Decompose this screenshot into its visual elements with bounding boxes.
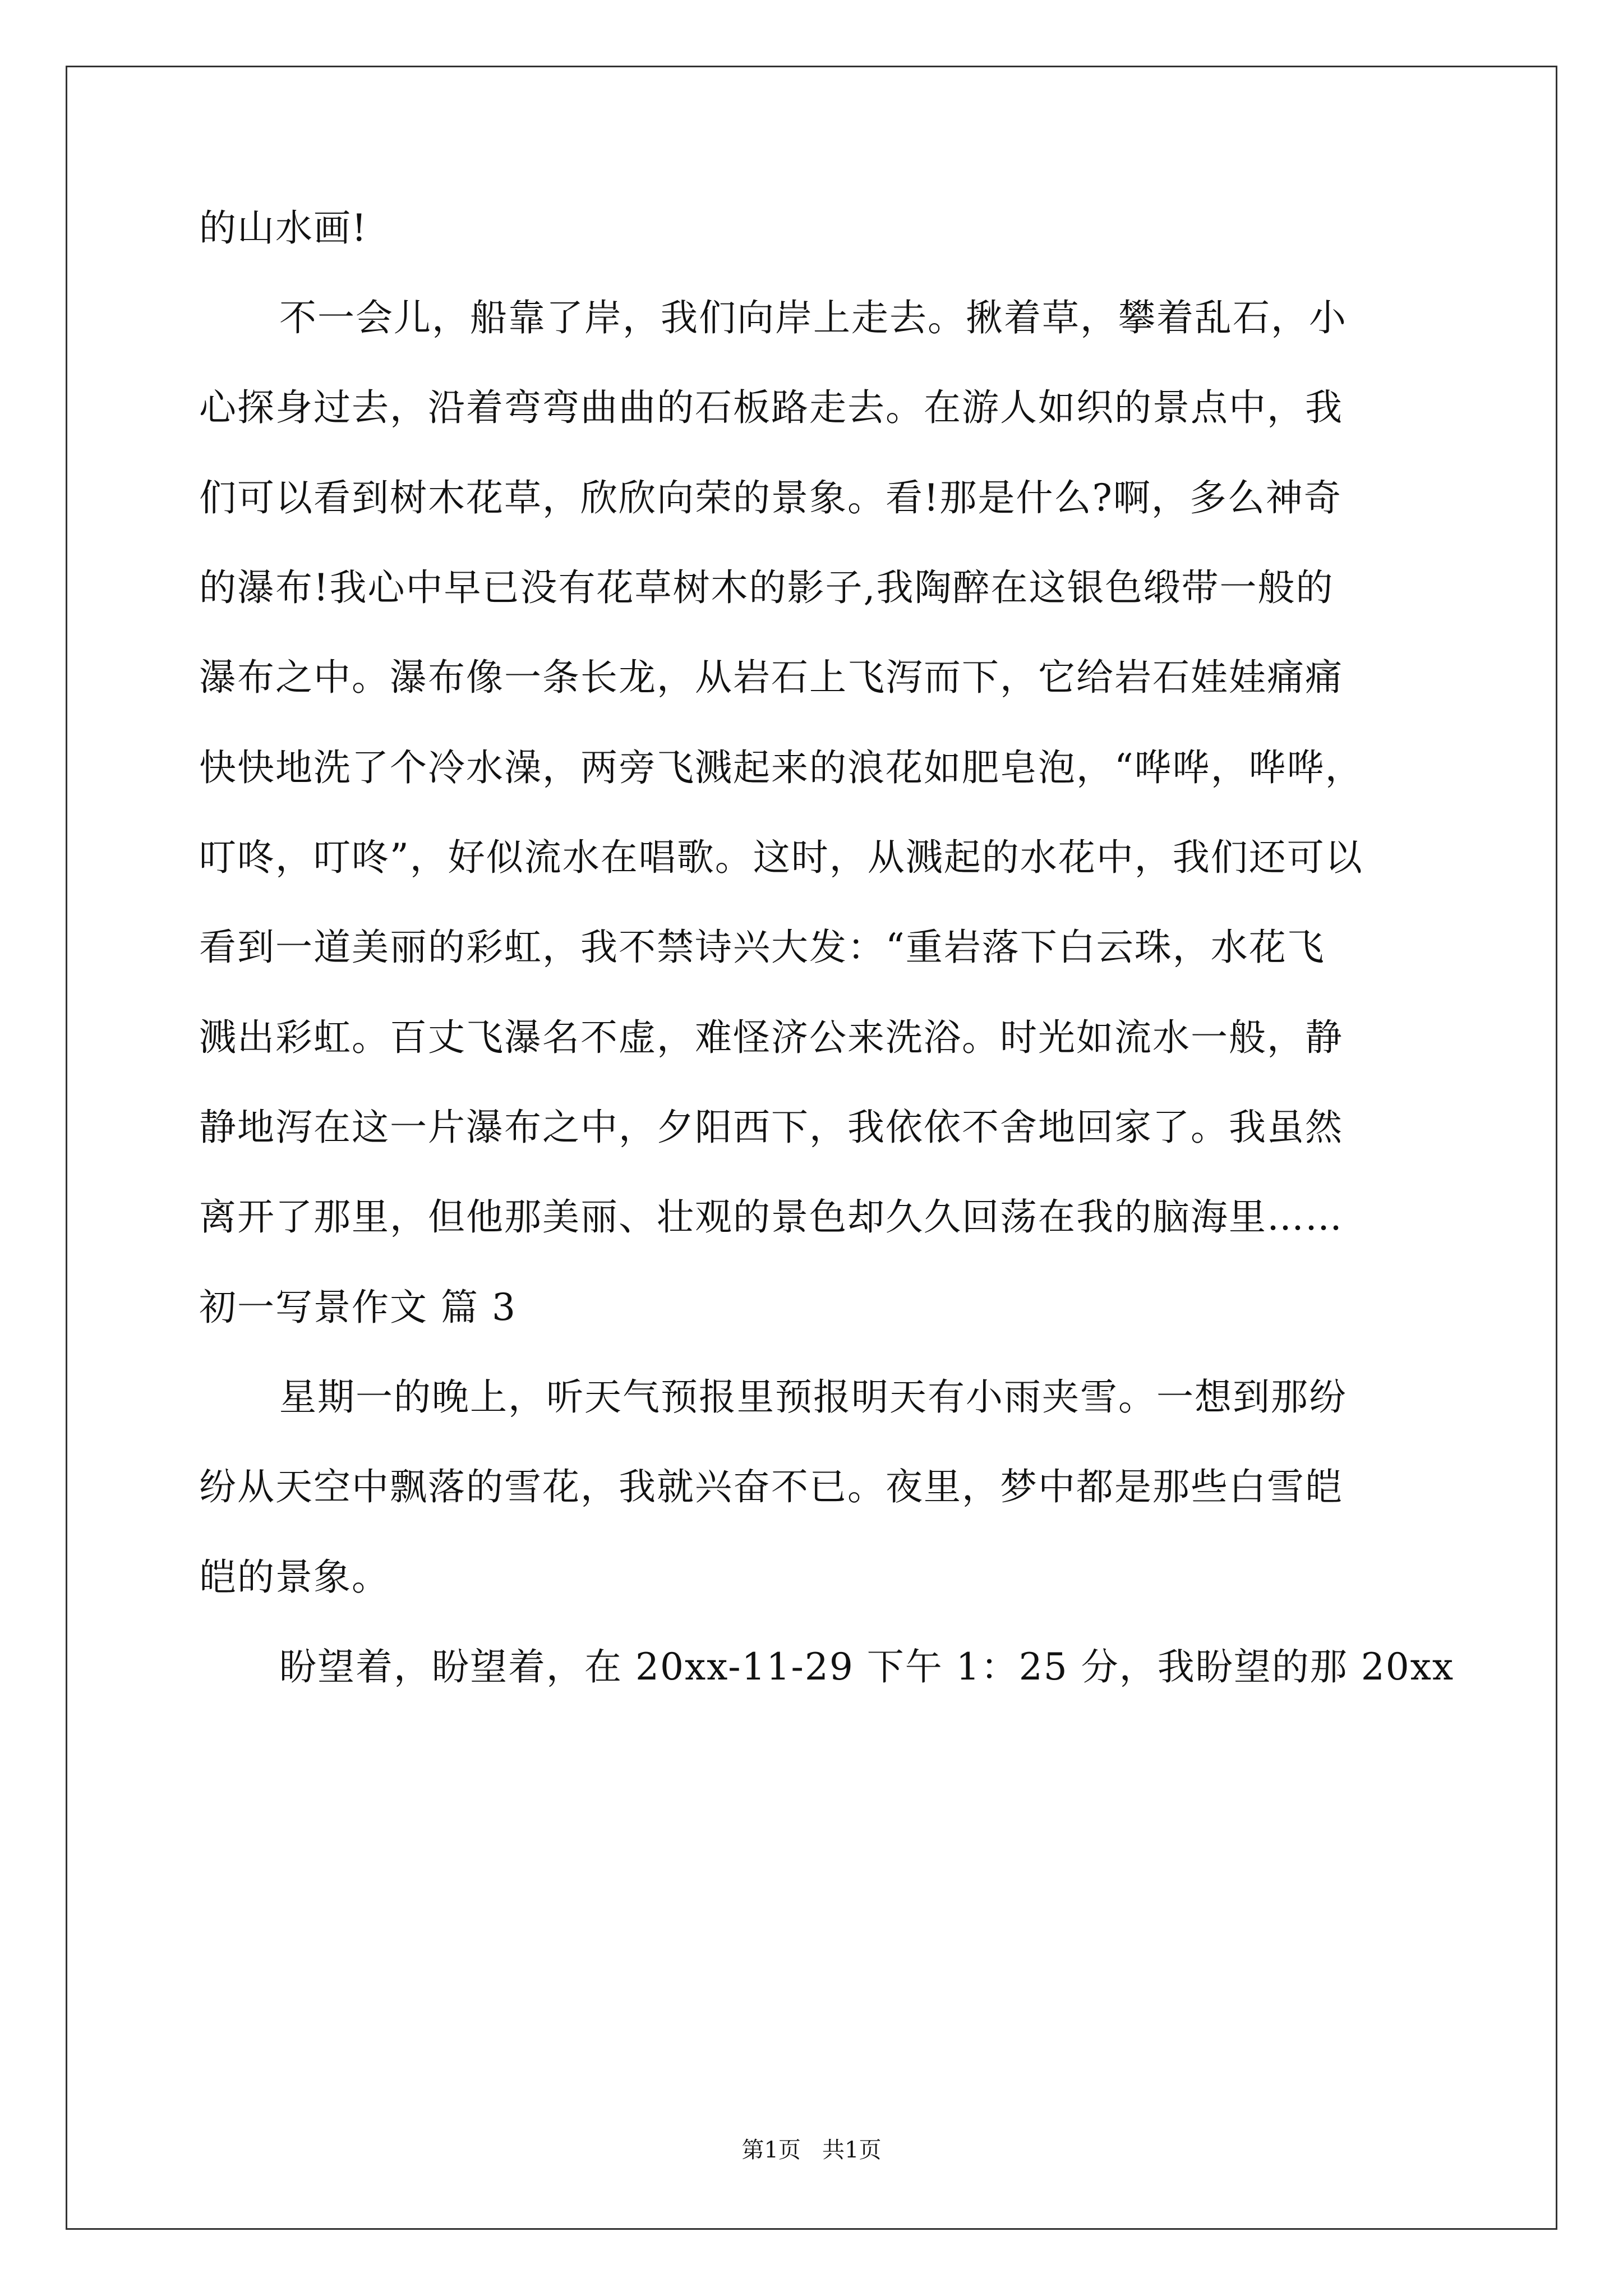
text-line-8: 叮咚，叮咚”，好似流水在唱歌。这时，从溅起的水花中，我们还可以 — [199, 836, 1363, 879]
text-line-17: 盼望着，盼望着，在 20xx-11-29 下午 1：25 分，我盼望的那 20xx — [279, 1645, 1455, 1688]
text-line-11: 静地泻在这一片瀑布之中，夕阳西下，我依依不舍地回家了。我虽然 — [199, 1106, 1343, 1149]
text-line-14: 星期一的晚上，听天气预报里预报明天有小雨夹雪。一想到那纷 — [279, 1375, 1347, 1419]
text-line-4: 们可以看到树木花草，欣欣向荣的景象。看!那是什么?啊，多么神奇 — [199, 476, 1342, 519]
text-line-2: 不一会儿，船靠了岸，我们向岸上走去。揪着草，攀着乱石，小 — [279, 296, 1347, 339]
section-heading: 初一写景作文 篇 3 — [199, 1286, 517, 1329]
text-line-7: 快快地洗了个冷水澡，两旁飞溅起来的浪花如肥皂泡，“哗哗，哗哗， — [199, 746, 1363, 789]
text-line-16: 皑的景象。 — [199, 1556, 390, 1599]
text-line-6: 瀑布之中。瀑布像一条长龙，从岩石上飞泻而下，它给岩石娃娃痛痛 — [199, 656, 1343, 699]
text-line-3: 心探身过去，沿着弯弯曲曲的石板路走去。在游人如织的景点中，我 — [199, 386, 1343, 429]
text-line-1: 的山水画! — [199, 206, 368, 250]
page-footer: 第1页 共1页 — [741, 2137, 882, 2163]
text-line-10: 溅出彩虹。百丈飞瀑名不虚，难怪济公来洗浴。时光如流水一般，静 — [199, 1016, 1343, 1059]
text-line-12: 离开了那里，但他那美丽、壮观的景色却久久回荡在我的脑海里…… — [199, 1195, 1343, 1239]
text-line-5: 的瀑布!我心中早已没有花草树木的影子,我陶醉在这银色缎带一般的 — [199, 566, 1334, 609]
text-line-9: 看到一道美丽的彩虹，我不禁诗兴大发：“重岩落下白云珠，水花飞 — [199, 926, 1325, 969]
text-line-15: 纷从天空中飘落的雪花，我就兴奋不已。夜里，梦中都是那些白雪皑 — [199, 1465, 1343, 1508]
